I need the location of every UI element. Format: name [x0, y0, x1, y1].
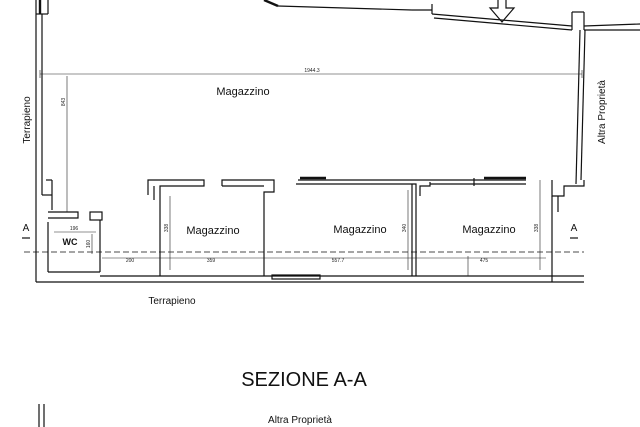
overall-length-label: 1944.3: [304, 68, 320, 74]
top-wall-structure: [36, 0, 640, 184]
bottom-neighbor-label: Altra Proprietà: [268, 415, 332, 426]
wc-label: WC: [62, 237, 78, 247]
right-room-label: Magazzino: [462, 224, 516, 236]
wc-height-label: 160: [86, 239, 92, 249]
room2-width-label: 557.7: [331, 258, 345, 264]
center-room-label: Magazzino: [333, 224, 387, 236]
right-side-label: Altra Proprietà: [597, 80, 608, 144]
bottom-dimension-chain: [102, 256, 546, 276]
left-height-label: 843: [61, 97, 67, 107]
bottom-wall: [36, 275, 584, 282]
section-title: SEZIONE A-A: [241, 369, 367, 391]
corridor-width-label: 200: [125, 258, 135, 264]
section-marker-left: A: [22, 223, 30, 234]
overall-length-dimension: [40, 68, 582, 78]
left-room-label: Magazzino: [186, 225, 240, 237]
upper-room-label: Magazzino: [216, 86, 270, 98]
wc-block: [48, 212, 102, 272]
wc-width-label: 196: [69, 226, 79, 232]
left-height-dimension: [61, 76, 67, 212]
room1-height-label: 338: [164, 223, 170, 233]
room3-width-label: 475: [479, 258, 489, 264]
bottom-side-label: Terrapieno: [148, 296, 196, 307]
section-marker-right: A: [570, 223, 578, 234]
lower-plan-fragment: [39, 404, 332, 427]
left-side-label: Terrapieno: [22, 96, 33, 144]
room3-height-label: 338: [534, 223, 540, 233]
room1-width-label: 359: [206, 258, 216, 264]
left-wall: [36, 14, 52, 282]
room2-height-label: 340: [402, 223, 408, 233]
